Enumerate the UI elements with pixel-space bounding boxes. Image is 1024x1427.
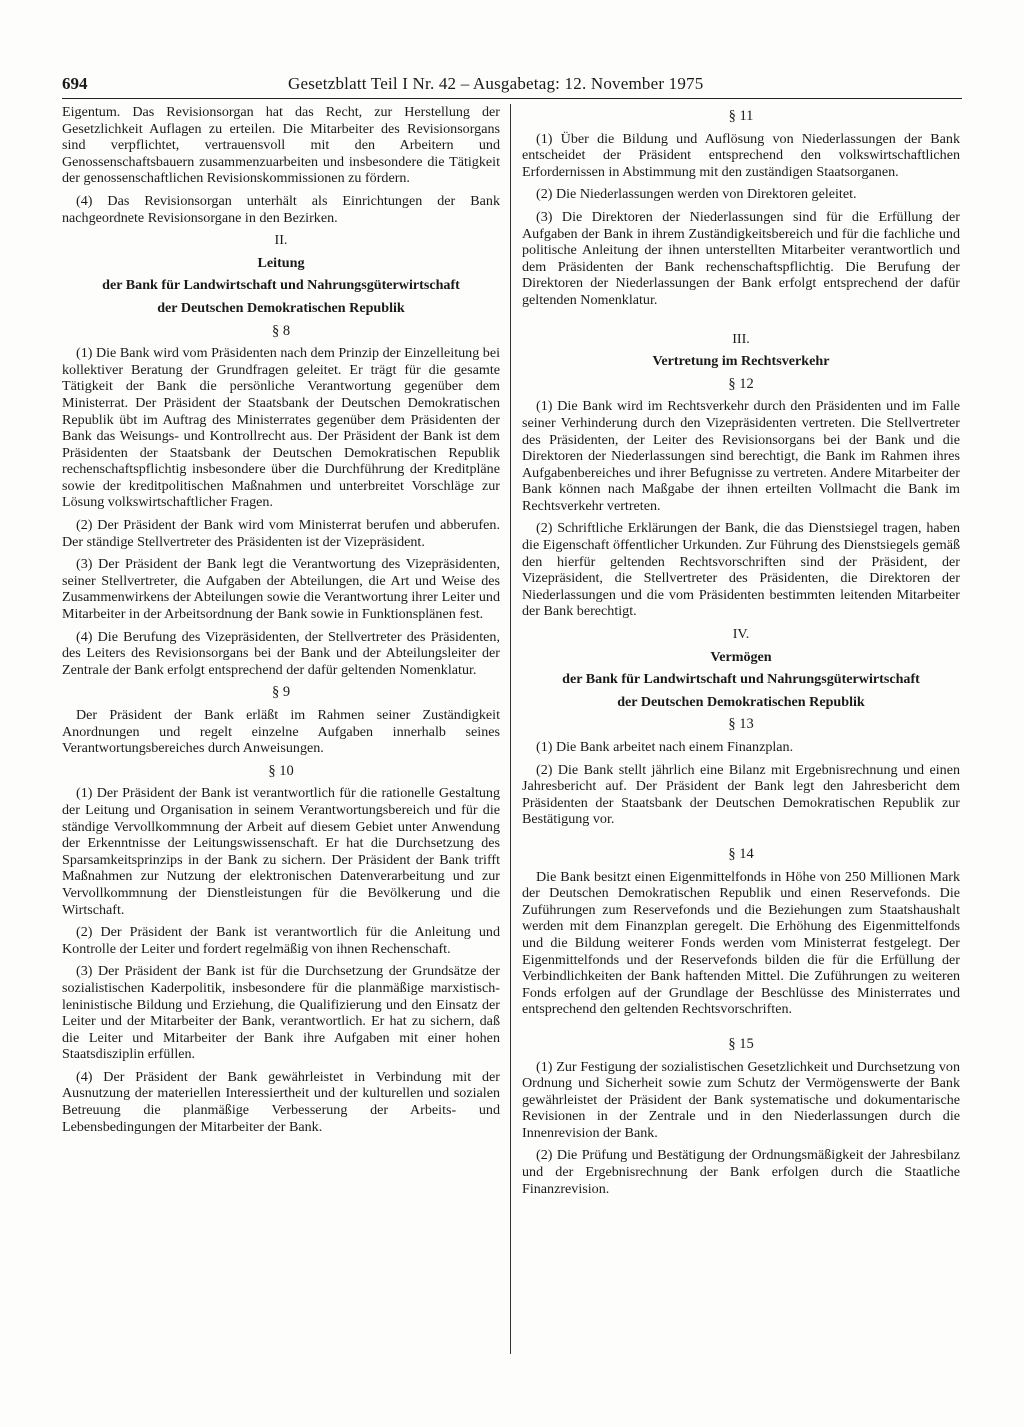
section-heading: Vermögen [710, 648, 772, 665]
section-heading: der Deutschen Demokratischen Republik [157, 299, 405, 316]
paragraph: (2) Schriftliche Erklärungen der Bank, die das Dienstsiegel tragen, haben die Eigenschaft öffentlicher Urkunden. Zur Führung des Dienstsiegels gemäß den hierfür geltenden Rechtsvorschriften sind der Präsident, der Vizepräsident, die Stellvertreter des Präsidenten, die Direktoren der Niederlassungen und die vom Präsidenten bestimmten leitenden Mitarbeiter der Bank berechtigt. [522, 520, 960, 620]
paragraph-mark: § 9 [271, 684, 291, 701]
paragraph: (3) Der Präsident der Bank legt die Verantwortung des Vizepräsidenten, seiner Stellvertreter, die Aufgaben der Abteilungen, die Art und Weise des Zusammenwirkens der Abteilungen sowie die Verantwortung ihrer Leiter und Mitarbeiter in der Arbeitsordnung der Bank sowie in Funktionsplänen fest. [62, 556, 500, 623]
paragraph-mark: § 13 [728, 716, 754, 733]
section-number: II. [274, 232, 288, 249]
paragraph: (2) Der Präsident der Bank ist verantwortlich für die Anleitung und Kontrolle der Leiter und fordert regelmäßig von ihnen Rechenschaft. [62, 924, 500, 957]
paragraph: (1) Zur Festigung der sozialistischen Gesetzlichkeit und Durchsetzung von Ordnung und Sicherheit sowie zum Schutz der Vermögenswerte der Bank gewährleistet der Präsident der Bank systematische und dokumentarische Revisionen in der Zentrale und in den Niederlassungen durch die Innenrevision der Bank. [522, 1058, 960, 1141]
paragraph: (2) Die Bank stellt jährlich eine Bilanz mit Ergebnisrechnung und einen Jahresbericht auf. Der Präsident der Bank legt den Jahresbericht dem Präsidenten der Staatsbank der Deutschen Demokratischen Republik zur Bestätigung vor. [522, 761, 960, 828]
paragraph-mark: § 10 [268, 762, 294, 779]
section-heading: der Bank für Landwirtschaft und Nahrungsgüterwirtschaft [562, 671, 920, 688]
paragraph: Die Bank besitzt einen Eigenmittelfonds in Höhe von 250 Millionen Mark der Deutschen Demokratischen Republik und einen Reservefonds. Die Zuführungen zum Reservefonds und die Beziehungen zum Staatshaushalt werden mit dem Finanzplan geregelt. Die Erhöhung des Eigenmittelfonds und die Bildung weiterer Fonds werden vom Ministerrat festgelegt. Der Eigenmittelfonds und der Reservefonds bilden die für die Erfüllung der Verbindlichkeiten der Bank haftenden Mittel. Die Zuführungen zu weiteren Fonds erfolgen auf der Grundlage der Beschlüsse des Ministerrates und entsprechend den geltenden Rechtsvorschriften. [522, 868, 960, 1018]
paragraph: Der Präsident der Bank erläßt im Rahmen seiner Zuständigkeit Anordnungen und regelt einzelne Aufgaben innerhalb seines Verantwortungsbereiches durch Anweisungen. [62, 707, 500, 757]
section-heading: der Deutschen Demokratischen Republik [617, 693, 865, 710]
paragraph: (1) Der Präsident der Bank ist verantwortlich für die rationelle Gestaltung der Leitung und Organisation in seinem Verantwortungsbereich und für die ständige Vervollkommnung der Arbeit auf diesem Gebiet unter Anwendung der Erkenntnisse der Leitungswissenschaft. Er hat die Durchsetzung des Sparsamkeitsprinzips in der Bank zu sichern. Der Präsident der Bank trifft Maßnahmen zur Nutzung der elektronischen Datenverarbeitung und zur Vervollkommnung der Dienstleistungen für die Bevölkerung und die Wirtschaft. [62, 785, 500, 918]
page-header [62, 74, 962, 96]
paragraph: (2) Die Prüfung und Bestätigung der Ordnungsmäßigkeit der Jahresbilanz und der Ergebnisrechnung der Bank erfolgen durch die Staatliche Finanzrevision. [522, 1147, 960, 1197]
left-column [62, 104, 500, 1141]
paragraph-mark: § 11 [728, 108, 754, 124]
section-number: IV. [732, 626, 750, 643]
paragraph-mark: § 12 [728, 375, 754, 392]
column-divider [510, 104, 511, 1354]
paragraph: (2) Der Präsident der Bank wird vom Ministerrat berufen und abberufen. Der ständige Stellvertreter des Präsidenten ist der Vizepräsident. [62, 517, 500, 550]
paragraph: (1) Die Bank wird vom Präsidenten nach dem Prinzip der Einzelleitung bei kollektiver Beratung der Grundfragen geleitet. Er trägt für die gesamte Tätigkeit der Bank die persönliche Verantwortung gegenüber dem Ministerrat. Der Präsident der Staatsbank der Deutschen Demokratischen Republik übt im Auftrag des Ministerrates gegenüber dem Präsidenten der Bank das Weisungs- und Kontrollrecht aus. Der Präsident der Bank ist dem Präsidenten der Staatsbank der Deutschen Demokratischen Republik rechenschaftspflichtig insbesondere über die Durchführung der Kreditpläne sowie der kreditpolitischen Maßnahmen und unterbreitet Vorschläge zur Lösung volkswirtschaftlicher Fragen. [62, 345, 500, 511]
paragraph-mark: § 14 [728, 845, 754, 862]
paragraph: (1) Über die Bildung und Auflösung von Niederlassungen der Bank entscheidet der Präsident entsprechend den volkswirtschaftlichen Erfordernissen in Abstimmung mit den zuständigen Staatsorganen. [522, 130, 960, 180]
paragraph: (3) Die Direktoren der Niederlassungen sind für die Erfüllung der Aufgaben der Bank in ihrem Zuständigkeitsbereich und für die fachliche und politische Anleitung der ihnen unterstellten Mitarbeiter verantwortlich und dem Präsidenten der Bank rechenschaftspflichtig. Die Berufung der Direktoren der Niederlassungen der Bank erfolgt entsprechend der dafür geltenden Nomenklatur. [522, 208, 960, 308]
paragraph: (2) Die Niederlassungen werden von Direktoren geleitet. [536, 186, 857, 203]
section-number: III. [732, 330, 750, 347]
page-number: 694 [62, 74, 88, 93]
section-heading: Vertretung im Rechtsverkehr [652, 353, 830, 370]
paragraph: (4) Das Revisionsorgan unterhält als Einrichtungen der Bank nachgeordnete Revisionsorgane in den Bezirken. [62, 192, 500, 226]
paragraph: (1) Die Bank wird im Rechtsverkehr durch den Präsidenten und im Falle seiner Verhinderung durch den Vizepräsidenten vertreten. Die Stellvertreter des Präsidenten, der Leiter des Revisionsorgans bei der Bank und die Direktoren der Niederlassungen sind berechtigt, die Bank im Rahmen ihres Aufgabenbereiches und ihrer Befugnisse zu vertreten. Andere Mitarbeiter der Bank können nach Maßgabe der ihnen erteilten Vollmacht die Bank im Rechtsverkehr vertreten. [522, 398, 960, 514]
paragraph-mark: § 8 [271, 322, 291, 339]
paragraph-mark: § 15 [728, 1035, 754, 1052]
section-heading: der Bank für Landwirtschaft und Nahrungsgüterwirtschaft [102, 277, 460, 294]
paragraph: (3) Der Präsident der Bank ist für die Durchsetzung der Grundsätze der sozialistischen Kaderpolitik, insbesondere für die planmäßige marxistisch-leninistische Bildung und Erziehung, die Qualifizierung und den Einsatz der Leiter und der Mitarbeiter der Bank, verantwortlich. Er hat zu sichern, daß die Leiter und Mitarbeiter der Bank ihre Aufgaben mit einer hohen Staatsdisziplin erfüllen. [62, 963, 500, 1063]
running-head: Gesetzblatt Teil I Nr. 42 – Ausgabetag: 12. November 1975 [288, 74, 704, 93]
section-heading: Leitung [257, 254, 305, 271]
paragraph: (4) Der Präsident der Bank gewährleistet in Verbindung mit der Ausnutzung der materiellen Interessiertheit und der kulturellen und sozialen Betreuung die planmäßige Verbesserung der Arbeits- und Lebensbedingungen der Mitarbeiter der Bank. [62, 1068, 500, 1135]
right-column [522, 104, 960, 1203]
paragraph: (4) Die Berufung des Vizepräsidenten, der Stellvertreter des Präsidenten, des Leiters des Revisionsorgans bei der Bank und der Abteilungsleiter der Zentrale der Bank erfolgt entsprechend der dafür geltenden Nomenklatur. [62, 628, 500, 678]
header-rule [62, 98, 962, 99]
paragraph: Eigentum. Das Revisionsorgan hat das Recht, zur Herstellung der Gesetzlichkeit Auflagen zu erteilen. Die Mitarbeiter des Revisionsorgans sind verpflichtet, vertrauensvoll mit den Arbeitern und Genossenschaftsbauern zusammenzuarbeiten und insbesondere die Tätigkeit der genossenschaftlichen Revisionskommissionen zu fördern. [62, 104, 500, 187]
paragraph: (1) Die Bank arbeitet nach einem Finanzplan. [536, 739, 794, 755]
